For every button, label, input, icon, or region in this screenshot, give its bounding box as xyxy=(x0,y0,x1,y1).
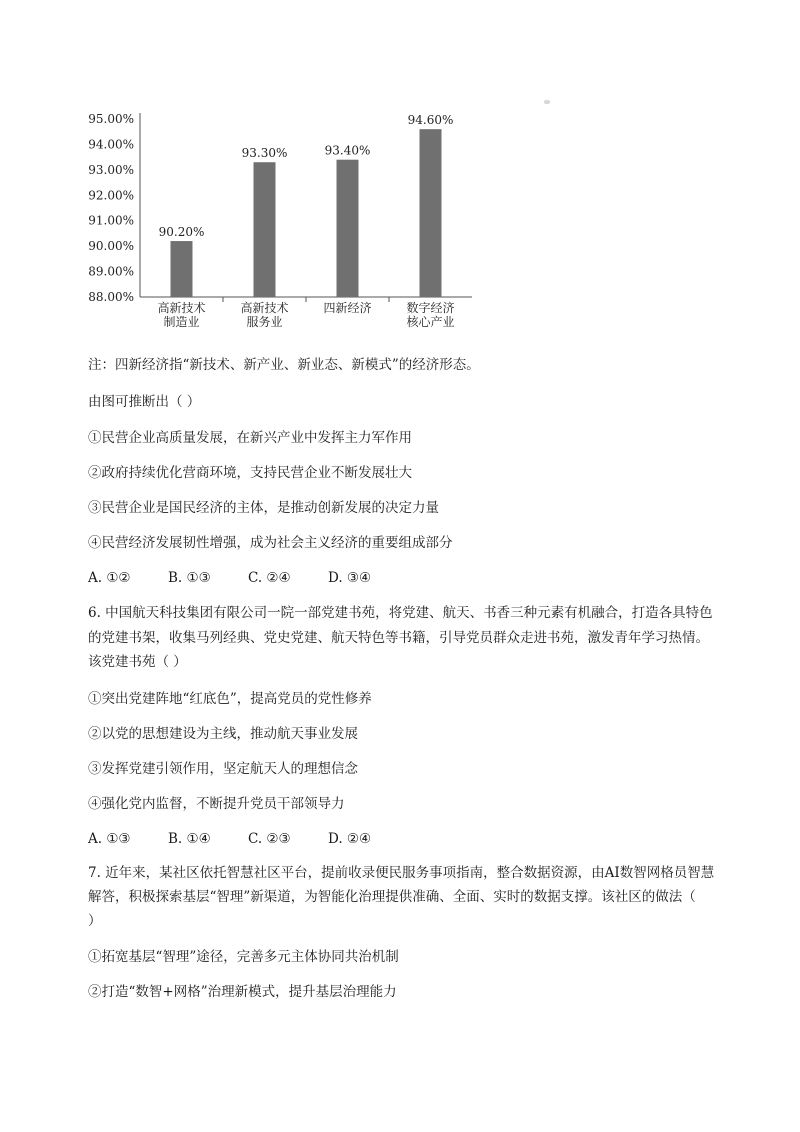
q6-answer-d: D. ②④ xyxy=(328,831,372,847)
q6-option-1: ①突出党建阵地“红底色”，提高党员的党性修养 xyxy=(88,691,372,707)
q7-stem-line-1: 7. 近年来，某社区依托智慧社区平台，提前收录便民服务事项指南，整合数据资源，由AI数智网格员智慧 xyxy=(88,865,715,881)
q6-stem-line-3: 该党建书苑（ ） xyxy=(88,654,187,670)
x-category-label: 高新技术 xyxy=(240,301,289,315)
q6-answer-c: C. ②③ xyxy=(248,831,291,847)
q6-answer-a: A. ①③ xyxy=(88,831,131,847)
x-category-label: 高新技术 xyxy=(157,301,206,315)
y-tick-label: 92.00% xyxy=(88,188,134,203)
q6-stem-line-2: 的党建书架，收集马列经典、党史党建、航天特色等书籍，引导党员群众走进书苑，激发青年学习热情。 xyxy=(88,630,709,646)
bar-value-label: 94.60% xyxy=(407,113,454,128)
bar-value-label: 93.40% xyxy=(324,143,371,158)
x-category-label: 制造业 xyxy=(163,315,200,329)
y-tick-label: 95.00% xyxy=(88,112,134,126)
q5-option-2: ②政府持续优化营商环境，支持民营企业不断发展壮大 xyxy=(88,465,412,481)
q5-answer-a: A. ①② xyxy=(88,570,131,586)
q5-stem: 由图可推断出（ ） xyxy=(88,394,201,410)
q7-option-1: ①拓宽基层“智理”途径，完善多元主体协同共治机制 xyxy=(88,949,399,965)
q6-stem-line-1: 6. 中国航天科技集团有限公司一院一部党建书苑，将党建、航天、书香三种元素有机融合，打造各具特色 xyxy=(88,605,713,621)
x-category-label: 四新经济 xyxy=(323,301,372,315)
y-tick-label: 94.00% xyxy=(88,137,134,152)
q7-stem-line-3: ） xyxy=(88,913,102,929)
y-tick-label: 93.00% xyxy=(88,162,134,177)
y-tick-label: 89.00% xyxy=(88,264,134,279)
bar-value-label: 93.30% xyxy=(241,146,288,161)
x-category-label: 数字经济 xyxy=(406,301,455,315)
q5-option-3: ③民营企业是国民经济的主体，是推动创新发展的决定力量 xyxy=(88,500,439,516)
y-tick-label: 91.00% xyxy=(88,213,134,228)
x-category-label: 核心产业 xyxy=(406,315,455,329)
q5-option-1: ①民营企业高质量发展，在新兴产业中发挥主力军作用 xyxy=(88,430,412,446)
bar-value-label: 90.20% xyxy=(158,225,205,240)
scan-speck xyxy=(544,100,550,104)
bar xyxy=(420,129,442,297)
q5-answer-c: C. ②④ xyxy=(248,570,291,586)
bar xyxy=(254,162,276,297)
q6-option-4: ④强化党内监督，不断提升党员干部领导力 xyxy=(88,796,345,812)
x-category-label: 服务业 xyxy=(246,315,283,329)
q6-option-2: ②以党的思想建设为主线，推动航天事业发展 xyxy=(88,726,358,742)
chart-note: 注：四新经济指“新技术、新产业、新业态、新模式”的经济形态。 xyxy=(88,357,480,373)
y-tick-label: 88.00% xyxy=(88,290,134,304)
q5-option-4: ④民营经济发展韧性增强，成为社会主义经济的重要组成部分 xyxy=(88,535,453,551)
bar xyxy=(337,160,359,297)
q6-answer-b: B. ①④ xyxy=(168,831,211,847)
bar xyxy=(171,241,193,297)
y-tick-label: 90.00% xyxy=(88,239,134,254)
bar-chart xyxy=(80,105,480,335)
q6-option-3: ③发挥党建引领作用，坚定航天人的理想信念 xyxy=(88,761,358,777)
q5-answer-b: B. ①③ xyxy=(168,570,211,586)
q7-stem-line-2: 解答，积极探索基层“智理”新渠道，为智能化治理提供准确、全面、实时的数据支撑。该社区的做法（ xyxy=(88,889,696,905)
q5-answer-d: D. ③④ xyxy=(328,570,372,586)
q7-option-2: ②打造“数智+网格”治理新模式，提升基层治理能力 xyxy=(88,984,397,1000)
